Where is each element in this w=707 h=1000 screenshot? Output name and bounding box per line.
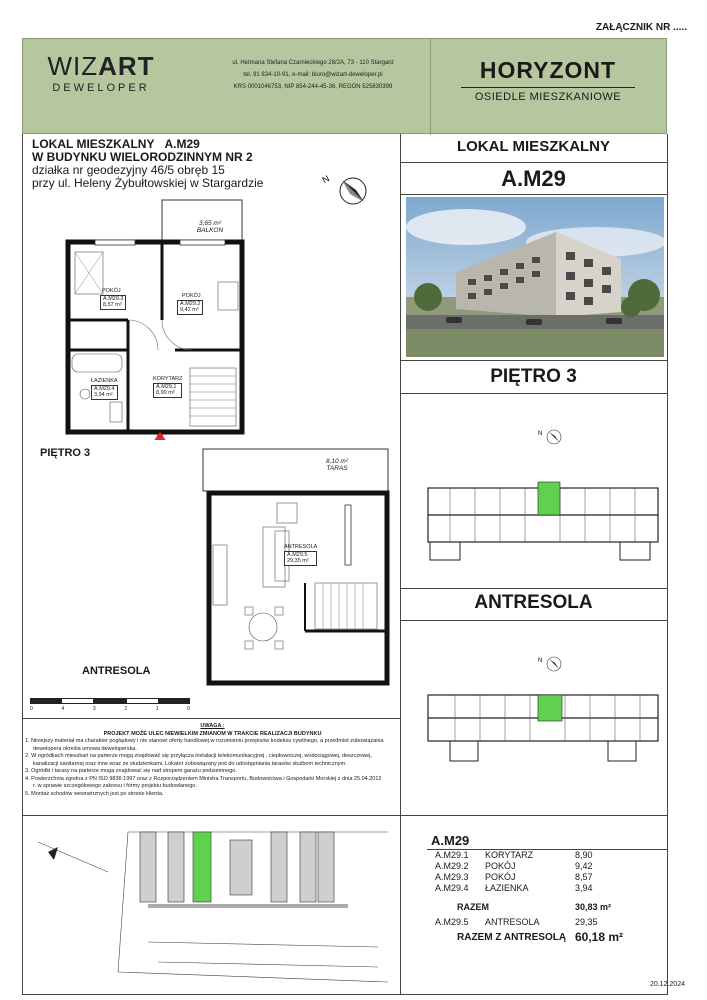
row-area: 29,35 <box>575 917 598 927</box>
notes-divider-top <box>22 718 400 719</box>
lazienka-code: A.M29.4 <box>94 385 115 392</box>
scale-tick: 2 <box>124 706 128 712</box>
balkon-area: 3,65 m² <box>198 220 222 227</box>
balkon-label <box>193 220 227 234</box>
contact-registry: KRS 0001046753, NIP 854-244-45-36, REGON 525830399 <box>233 84 393 90</box>
project-logo <box>453 57 643 103</box>
frame-right <box>667 134 668 994</box>
address-line: przy ul. Heleny Żybułtowskiej w Stargardzie <box>32 176 264 190</box>
scale-tick: 1 <box>155 706 159 712</box>
row-name: ANTRESOLA <box>485 917 540 927</box>
pokoj2-name: POKÓJ <box>182 293 201 299</box>
table-total-row <box>427 932 667 943</box>
project-name: HORYZONT <box>479 57 617 83</box>
right-code: A.M29 <box>501 166 566 191</box>
room-korytarz-label <box>153 376 182 398</box>
svg-text:N: N <box>320 173 332 186</box>
row-area: 8,57 <box>575 872 593 882</box>
row-area: 3,94 <box>575 883 593 893</box>
table-mezz-row <box>427 917 667 928</box>
sum-label: RAZEM <box>457 902 489 912</box>
note-line: 1. Niniejszy materiał ma charakter poglądowy i nie stanowi oferty handlowej w rozumieniu przepisów kodeksu cywilnego, a przedmiot zobowiązania <box>25 738 384 744</box>
header <box>22 38 667 134</box>
notes-block <box>25 723 400 798</box>
scale-bar <box>30 698 190 704</box>
render-divider-bottom <box>400 360 667 361</box>
taras-area: 8,10 m² <box>325 458 349 465</box>
note-line: 2. W ogródkach mieszkań na parterze mogą znajdować się przyłącza instalacji telekomunikacyjnej , ciepłowniczej, wodociągowej, deszczowej, <box>25 753 372 759</box>
note-line: 3. Ogródki i tarasy na parterze mogą znajdować się nad stropem garażu podziemnego. <box>25 768 237 774</box>
contact-phone: tel. 91 834-10-91, e-mail: biuro@wizart-deweloper.pl <box>243 72 383 78</box>
header-divider <box>430 39 431 135</box>
lazienka-area: 3,94 m² <box>94 392 113 398</box>
brand-name-bold: ART <box>98 51 155 81</box>
pokoj3-code: A.M29.3 <box>103 295 124 302</box>
unit-title-code: A.M29 <box>164 137 200 151</box>
scale-tick: 4 <box>61 706 65 712</box>
mezz-divider <box>400 620 667 621</box>
row-name: KORYTARZ <box>485 850 534 860</box>
brand-name-light: WIZ <box>47 51 99 81</box>
note-line: kanalizacji sanitarnej oraz inne wraz ze studzienkami. Lokator zobowiązany jest do udostępniania tarasów służbom technicznym. <box>33 760 347 767</box>
table-row <box>427 850 667 861</box>
floor-plan-mezzanine <box>195 445 395 690</box>
right-title: LOKAL MIESZKALNY <box>456 138 611 155</box>
pokoj3-name: POKÓJ <box>102 288 121 294</box>
korytarz-name: KORYTARZ <box>153 376 183 382</box>
note-line: r. w sprawie szczegółowego zakresu i formy projektu budowlanego. <box>33 783 197 789</box>
column-divider <box>400 134 401 994</box>
key-plan-mezzanine <box>420 685 666 785</box>
scale-tick: 0 <box>30 706 33 712</box>
korytarz-code: A.M29.1 <box>156 383 177 390</box>
site-plan <box>28 822 398 992</box>
total-value: 60,18 m² <box>575 930 624 944</box>
contact-address: ul. Hetmana Stefana Czarnieckiego 28/2A, 73 - 110 Stargard <box>232 60 394 66</box>
compass-small-icon <box>536 425 566 447</box>
frame-bottom <box>22 994 668 995</box>
brand-sub: DEWELOPER <box>52 82 150 94</box>
pokoj2-code: A.M29.2 <box>180 300 201 307</box>
antresola-area: 29,35 m² <box>287 558 309 564</box>
row-name: POKÓJ <box>485 872 516 882</box>
floor-divider <box>400 393 667 394</box>
total-label: RAZEM Z ANTRESOLĄ <box>457 932 567 943</box>
taras-label <box>320 458 354 472</box>
project-sub: OSIEDLE MIESZKANIOWE <box>474 91 622 103</box>
antresola-code: A.M29.5 <box>287 551 308 558</box>
lazienka-name: ŁAZIENKA <box>91 378 118 384</box>
right-floor-label: PIĘTRO 3 <box>490 366 577 387</box>
unit-title-block <box>32 138 263 190</box>
building-render-image <box>406 197 664 357</box>
table-row <box>427 872 667 883</box>
render-divider-top <box>400 194 667 195</box>
balkon-name: BALKON <box>196 227 224 234</box>
row-code: A.M29.1 <box>435 850 469 860</box>
unit-title-text: LOKAL MIESZKALNY <box>32 137 155 151</box>
row-code: A.M29.5 <box>435 917 469 927</box>
room-pokoj3-label <box>80 288 126 310</box>
note-line: 4. Powierzchnia zgodna z PN ISO 9836:1997 oraz z Rozporządzeniem Ministra Transportu, Budownictwa i Gospodarki Morskiej z dnia 25.04.2012 <box>25 775 382 782</box>
taras-name: TARAS <box>326 465 348 472</box>
plot-line: działka nr geodezyjny 46/5 obręb 15 <box>32 163 225 177</box>
contact-block <box>213 57 413 93</box>
room-pokoj2-label <box>177 293 203 315</box>
table-row <box>427 883 667 894</box>
brand-logo <box>41 51 161 94</box>
svg-text:N: N <box>538 658 543 664</box>
antresola-name: ANTRESOLA <box>284 544 318 550</box>
right-mezz-label: ANTRESOLA <box>474 592 593 613</box>
compass-small-icon-2 <box>536 652 566 674</box>
note-line: 5. Montaż schodów wewnętrznych jest po stronie klienta. <box>25 790 164 797</box>
row-code: A.M29.2 <box>435 861 469 871</box>
korytarz-area: 8,90 m² <box>156 390 175 396</box>
table-sum-row <box>427 902 667 913</box>
table-code: A.M29 <box>427 832 667 850</box>
floor-plan-level3 <box>40 190 340 440</box>
mezz-divider-top <box>400 588 667 589</box>
notes-heading: UWAGA : <box>200 723 225 729</box>
svg-text:N: N <box>538 431 543 437</box>
area-table <box>427 832 667 943</box>
table-divider-top <box>400 815 667 816</box>
mezz-label-left: ANTRESOLA <box>82 665 151 677</box>
row-area: 9,42 <box>575 861 593 871</box>
key-plan-mezz-highlight <box>538 695 562 721</box>
pokoj2-area: 9,42 m² <box>180 307 199 313</box>
notes-subheading: PROJEKT MOŻE ULEC NIEWIELKIM ZMIANOM W TRAKCIE REALIZACJI BUDYNKU <box>103 730 322 737</box>
scale-tick: 0 <box>187 706 190 712</box>
row-code: A.M29.3 <box>435 872 469 882</box>
room-antresola-label <box>284 544 317 566</box>
floor-label-left: PIĘTRO 3 <box>40 447 91 459</box>
notes-divider-bottom <box>22 815 400 816</box>
key-plan-highlight <box>538 482 560 515</box>
footer-date: 20.12.2024 <box>649 981 685 988</box>
attachment-label: ZAŁĄCZNIK NR ..... <box>595 22 687 33</box>
room-lazienka-label <box>91 378 118 400</box>
scale-tick: 3 <box>92 706 96 712</box>
sum-value: 30,83 m² <box>575 902 612 912</box>
right-title-divider <box>400 162 667 163</box>
key-plan-level3 <box>420 470 666 580</box>
row-area: 8,90 <box>575 850 593 860</box>
building-line: W BUDYNKU WIELORODZINNYM NR 2 <box>32 150 253 164</box>
site-highlight <box>193 832 211 902</box>
row-code: A.M29.4 <box>435 883 469 893</box>
row-name: POKÓJ <box>485 861 516 871</box>
row-name: ŁAZIENKA <box>485 883 529 893</box>
table-row <box>427 861 667 872</box>
pokoj3-area: 8,57 m² <box>103 302 122 308</box>
frame-left <box>22 134 23 994</box>
scale-ticks <box>30 706 190 712</box>
note-line: dewelopera określa umowa deweloperska. <box>33 745 137 752</box>
